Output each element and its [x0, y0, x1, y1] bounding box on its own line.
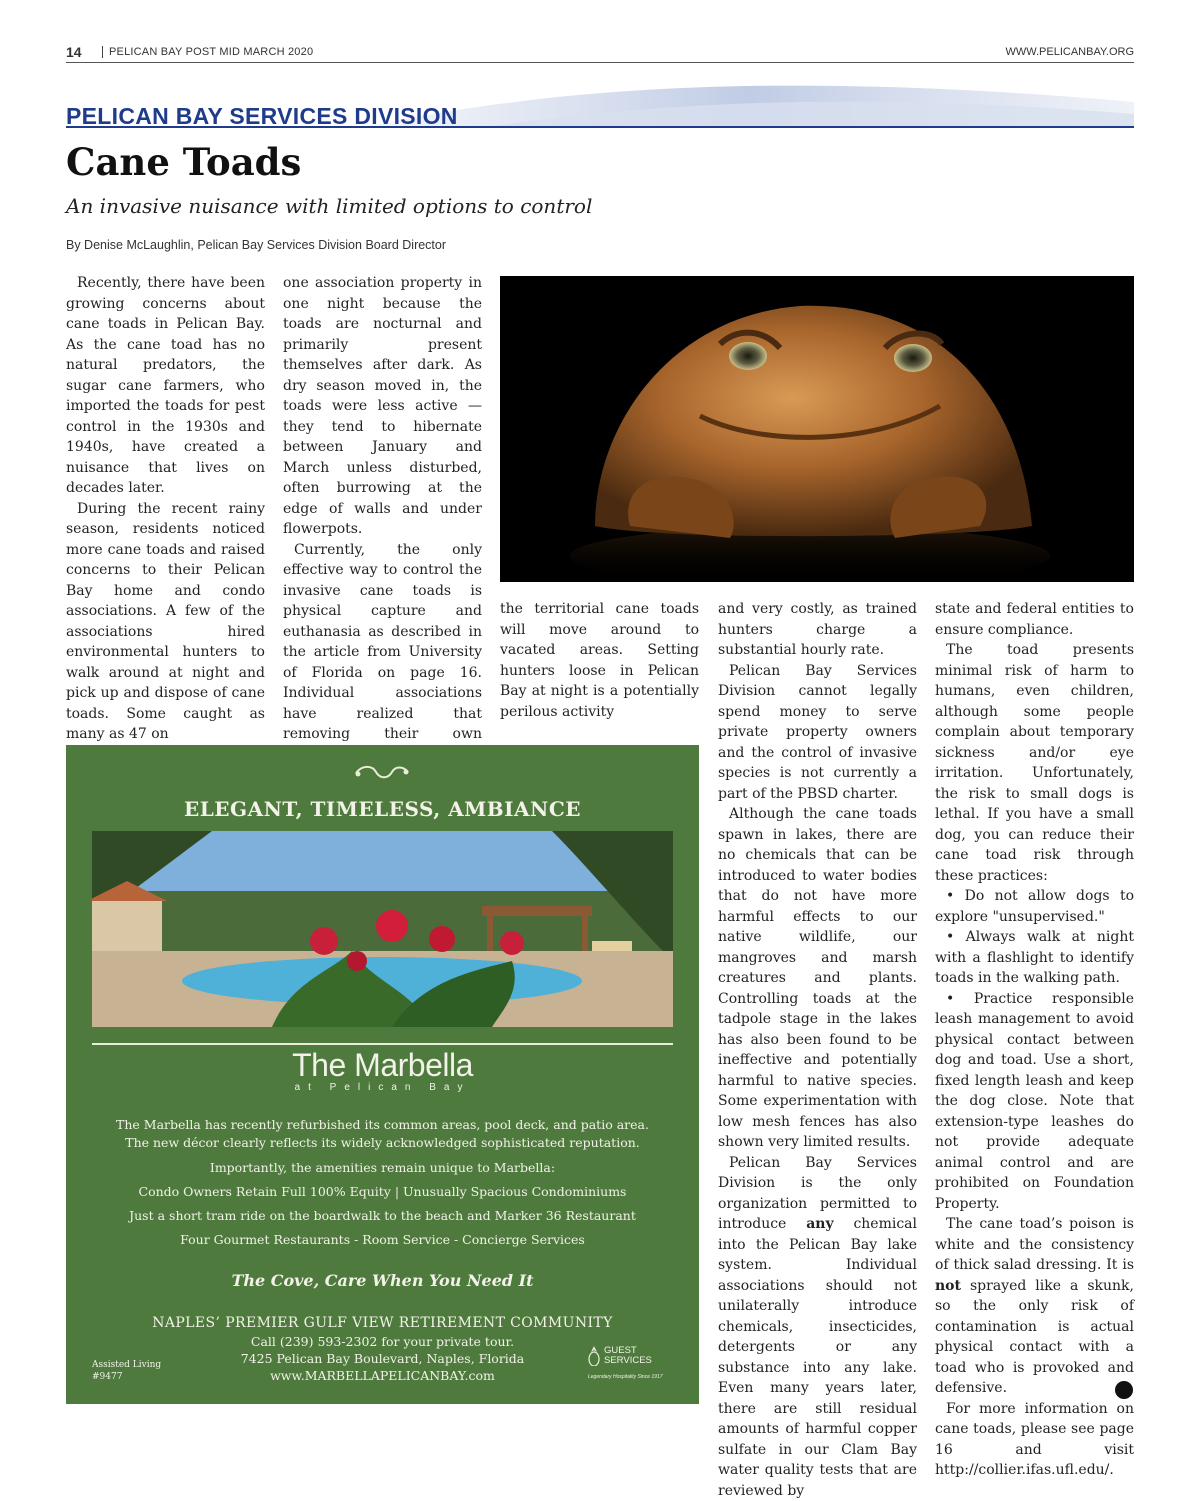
bullet-item: • Do not allow dogs to explore "unsupervised." — [935, 886, 1134, 927]
article-column-1 — [66, 273, 265, 745]
emphasis: not — [935, 1278, 961, 1294]
flourish-icon — [352, 763, 412, 781]
page-header — [66, 44, 1134, 63]
paragraph: Pelican Bay Services Division cannot legally spend money to serve private property owners and the control of invasive species is not currently a part of the PBSD charter. — [718, 661, 917, 805]
paragraph: Although the cane toads spawn in lakes, there are no chemicals that can be introduced to water bodies that do not have more harmful effects to our native wildlife, our mangroves and marsh creatures and plants. Controlling toads at the tadpole stage in the lakes has also been found to be ineffective and potentially harmful to native species. Some experimentation with low mesh fences has also shown very limited results. — [718, 804, 917, 1153]
paragraph: The toad presents minimal risk of harm to humans, even children, although some people complain about temporary sickness and/or eye irritation. Unfortunately, the risk to small dogs is lethal. If you have a small dog, you can reduce their cane toad risk through these practices: — [935, 640, 1134, 886]
page-number: 14 — [66, 44, 82, 60]
paragraph: state and federal entities to ensure compliance. — [935, 599, 1134, 640]
bullet-item: • Always walk at night with a flashlight to identify toads in the walking path. — [935, 927, 1134, 989]
paragraph: For more information on cane toads, please see page 16 and visit http://collier.ifas.ufl.edu/. — [935, 1399, 1134, 1481]
article-column-3 — [500, 599, 699, 722]
paragraph: Currently, the only effective way to control the invasive cane toads is physical capture and euthanasia as described in the article from University of Florida on page 16. Individual associations have realized that removing their own — [283, 540, 482, 786]
section-title: PELICAN BAY SERVICES DIVISION — [66, 103, 458, 128]
marbella-advertisement — [66, 745, 699, 1404]
article-title: Cane Toads — [66, 140, 301, 184]
emphasis: any — [806, 1216, 833, 1232]
website-link[interactable]: WWW.PELICANBAY.ORG — [1005, 46, 1134, 58]
logo-name: The Marbella — [66, 1047, 699, 1084]
assisted-living-license: Assisted Living #9477 — [92, 1359, 161, 1383]
paragraph: the territorial cane toads will move around to vacated areas. Setting hunters loose in Pelican Bay at night is a potentially perilous activity — [500, 599, 699, 722]
ad-headline: ELEGANT, TIMELESS, AMBIANCE — [66, 797, 699, 821]
ad-website-link[interactable]: www.MARBELLAPELICANBAY.com — [66, 1367, 699, 1385]
divider — [92, 1043, 673, 1045]
article-column-4 — [718, 599, 917, 1501]
ad-phone[interactable]: Call (239) 593-2302 for your private tour. — [66, 1333, 699, 1351]
cane-toad-photo — [500, 276, 1134, 582]
ad-text-line: The Marbella has recently refurbished its common areas, pool deck, and patio area. — [66, 1116, 699, 1134]
article-column-5 — [935, 599, 1134, 1481]
paragraph: and very costly, as trained hunters charge a substantial hourly rate. — [718, 599, 917, 661]
ad-community-heading: NAPLES’ PREMIER GULF VIEW RETIREMENT COMMUNITY — [66, 1315, 699, 1331]
pineapple-icon — [588, 1346, 600, 1366]
ad-tagline: The Cove, Care When You Need It — [66, 1271, 699, 1290]
paragraph: Pelican Bay Services Division is the only organization permitted to introduce any chemical into the Pelican Bay lake system. Individual associations should not unilaterally introduce chemicals, insecticides, detergents or any substance into any lake. Even many years later, there are still residual amounts of harmful copper sulfate in our Clam Bay water quality tests that are reviewed by — [718, 1153, 917, 1501]
paragraph: During the recent rainy season, residents noticed more cane toads and raised concerns to their Pelican Bay home and condo associations. A few of the associations hired environmental hunters to walk around at night and pick up and dispose of cane toads. Some caught as many as 47 on — [66, 499, 265, 745]
article-byline: By Denise McLaughlin, Pelican Bay Services Division Board Director — [66, 238, 446, 252]
publication-name: PELICAN BAY POST MID MARCH 2020 — [102, 46, 313, 58]
ad-text-line: The new décor clearly reflects its widely acknowledged sophisticated reputation. — [66, 1134, 699, 1152]
ad-text-line: Importantly, the amenities remain unique to Marbella: — [66, 1159, 699, 1177]
section-banner — [66, 80, 1134, 128]
pool-photo — [92, 831, 673, 1027]
ad-text-line: Four Gourmet Restaurants - Room Service - Concierge Services — [66, 1231, 699, 1249]
marbella-logo — [66, 1047, 699, 1093]
ad-address: 7425 Pelican Bay Boulevard, Naples, Florida — [66, 1350, 699, 1368]
logo-subtitle: at Pelican Bay — [66, 1082, 699, 1093]
paragraph: one association property in one night because the toads are nocturnal and primarily present themselves after dark. As dry season moved in, the toads were less active — they tend to hibernate between January and March unless disturbed, often burrowing at the edge of walls and under flowerpots. — [283, 273, 482, 540]
paragraph: The cane toad’s poison is white and the consistency of thick salad dressing. It is not sprayed like a skunk, so the only risk of contamination is actual physical contact with a toad who is provoked and defensive. — [935, 1214, 1134, 1399]
bullet-item: • Practice responsible leash management to avoid physical contact between dog and toad. Use a short, fixed length leash and keep the dog close. Note that extension-type leashes do not provide adequate animal control and are prohibited on Foundation Property. — [935, 989, 1134, 1215]
end-mark-icon — [1115, 1381, 1133, 1399]
ad-text-line: Condo Owners Retain Full 100% Equity | Unusually Spacious Condominiums — [66, 1183, 699, 1201]
guest-services-logo: GUEST SERVICES Legendary Hospitality Since 1917 — [588, 1346, 663, 1382]
paragraph: Recently, there have been growing concerns about cane toads in Pelican Bay. As the cane toad has no natural predators, the sugar cane farmers, who imported the toads for pest control in the 1930s and 1940s, have created a nuisance that lives on decades later. — [66, 273, 265, 499]
article-subtitle: An invasive nuisance with limited options to control — [66, 194, 592, 218]
ad-text-line: Just a short tram ride on the boardwalk to the beach and Marker 36 Restaurant — [66, 1207, 699, 1225]
article-column-2 — [283, 273, 482, 786]
